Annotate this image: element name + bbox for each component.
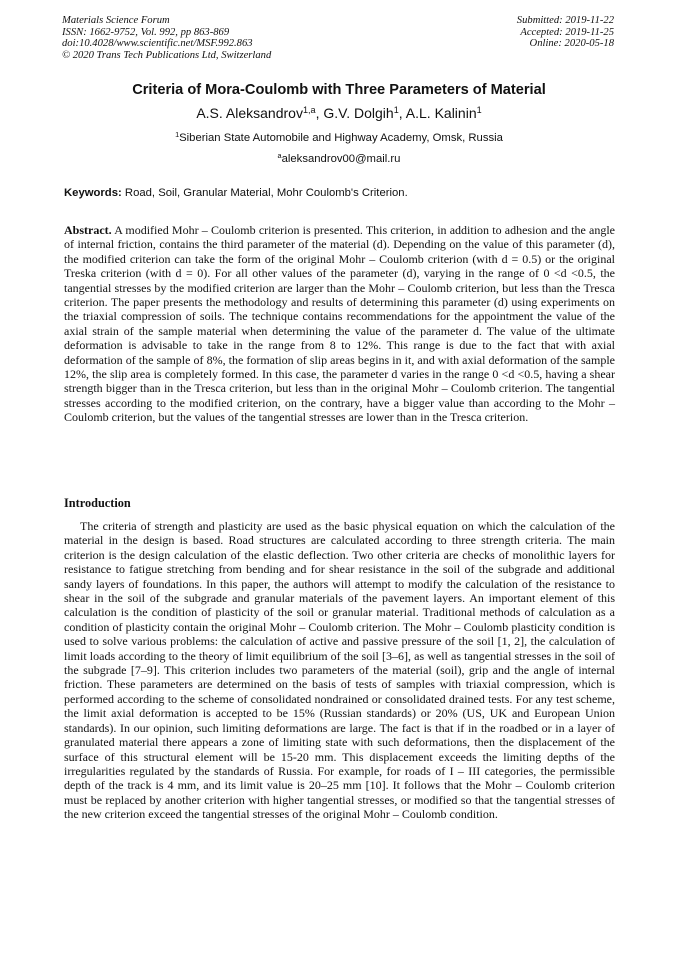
dates-header	[517, 15, 614, 50]
keywords-text: Road, Soil, Granular Material, Mohr Coulomb's Criterion.	[121, 187, 408, 199]
accepted-date: Accepted: 2019-11-25	[520, 26, 614, 38]
author-name: A.S. Aleksandrov	[196, 105, 303, 121]
author-affil-mark: 1	[393, 105, 399, 115]
email-mark: a	[277, 150, 282, 160]
affiliation-text: Siberian State Automobile and Highway Academy, Omsk, Russia	[179, 132, 503, 144]
abstract-label: Abstract.	[64, 223, 112, 237]
journal-name: Materials Science Forum	[62, 15, 170, 26]
keywords-label: Keywords:	[64, 187, 122, 199]
submitted-date: Submitted: 2019-11-22	[516, 15, 614, 26]
author-name: G.V. Dolgih	[323, 105, 394, 121]
email-text: aleksandrov00@mail.ru	[281, 153, 401, 165]
journal-copyright: © 2020 Trans Tech Publications Ltd, Switzerland	[62, 49, 272, 61]
journal-doi: doi:10.4028/www.scientific.net/MSF.992.863	[62, 38, 253, 50]
introduction-paragraph: The criteria of strength and plasticity are used as the basic physical equation on which the calculation of the material in the design is based. Road structures are calculated according to three strength criteria. The main criterion is the design calculation of the elastic deflection. Two other criteria are checks of monolithic layers for resistance to fatigue stretching from bending and for shear resistance in the soil of the subgrade and additional sandy layers of foundations. In this paper, the authors will attempt to modify the calculation of the resistance to shear in the soil of the subgrade and granular materials of the pavement layers. An important element of this calculation is the condition of plasticity of the soil or granular material. Traditional methods of calculation as a condition of plasticity contain the original Mohr – Coulomb criterion. The Mohr – Coulomb plasticity condition is used to solve various problems: the calculation of active and passive pressure of the soil [1, 2], the calculation of limit loads according to the theory of limit equilibrium of the soil [3–6], as well as tangential stresses in the soil of the subgrade [7–9]. This criterion includes two parameters of the material (soil), grip and the angle of internal friction. These parameters are determined on the basis of tests of samples with triaxial compression, which is performed according to the scheme of consolidated nondrained or consolidated drained tests. For any test scheme, the limit axial deformation is accepted to be 15% (Russian standards) or 20% (US, UK and European Union standards). In our opinion, such limiting deformations are large. The fact is that if in the roadbed or in a layer of granulated material there appears a zone of limiting state with such deformations, then the displacement of the surface of this structural element will be 15-20 mm. This displacement exceeds the limiting depths of the irregularities regulated by the standards of Russia. For example, for roads of I – III categories, the permissible depth of the track is 4 mm, and its limit value is 20–25 mm [10]. It follows that the Mohr – Coulomb criterion must be replaced by another criterion with higher tangential stresses, or modified so that the tangential stresses of the new criterion exceed the tangential stresses of the original Mohr – Coulomb condition.	[64, 519, 615, 822]
affiliation-mark: 1	[175, 129, 180, 139]
author-email	[40, 150, 638, 165]
paper-title: Criteria of Mora-Coulomb with Three Parameters of Material	[132, 82, 546, 98]
author-list	[40, 105, 638, 121]
author-separator: ,	[315, 105, 324, 121]
author-affil-mark: 1,a	[302, 105, 316, 115]
abstract-text: A modified Mohr – Coulomb criterion is presented. This criterion, in addition to adhesion and the angle of internal friction, contains the third parameter of the material (d). Depending on the value of this parameter (d), the modified criterion can take the form of the original Mohr – Coulomb criterion (with d = 0.5) or the original Treska criterion (with d = 0). For all other values of the parameter (d), varying in the range of 0 <d <0.5, the tangential stresses by the modified criterion are larger than the Mohr – Coulomb criterion, but less than the Tresca criterion. The paper presents the methodology and results of determining this parameter (d) using experiments on the triaxial compression of soils. The technique contains recommendations for the appointment the value of the axial strain of the sample material when determining the value of the parameter d. The value of the ultimate deformation is advisable to take in the range from 8 to 12%. This range is due to the fact that with axial deformation of the sample of 8%, the formation of slip areas begins in it, and with axial deformation of the sample 12%, the slip area is completely formed. In this case, the parameter d varies in the range 0 <d <0.5, having a shear strength bigger than in the Tresca criterion, but less than in the original Mohr – Coulomb criterion. The tangential stresses according to the modified criterion, on the contrary, have a bigger value than according to the Mohr – Coulomb criterion, but the values of the tangential stresses are lower than in the Tresca criterion.	[64, 223, 615, 425]
author-name: A.L. Kalinin	[405, 105, 477, 121]
online-date: Online: 2020-05-18	[529, 38, 614, 50]
keywords	[64, 187, 620, 199]
affiliation	[40, 129, 638, 144]
author-affil-mark: 1	[476, 105, 482, 115]
journal-header	[62, 15, 271, 61]
section-heading-introduction: Introduction	[64, 496, 131, 510]
journal-issn: ISSN: 1662-9752, Vol. 992, pp 863-869	[62, 26, 230, 38]
abstract	[64, 223, 615, 425]
author-separator: ,	[398, 105, 406, 121]
